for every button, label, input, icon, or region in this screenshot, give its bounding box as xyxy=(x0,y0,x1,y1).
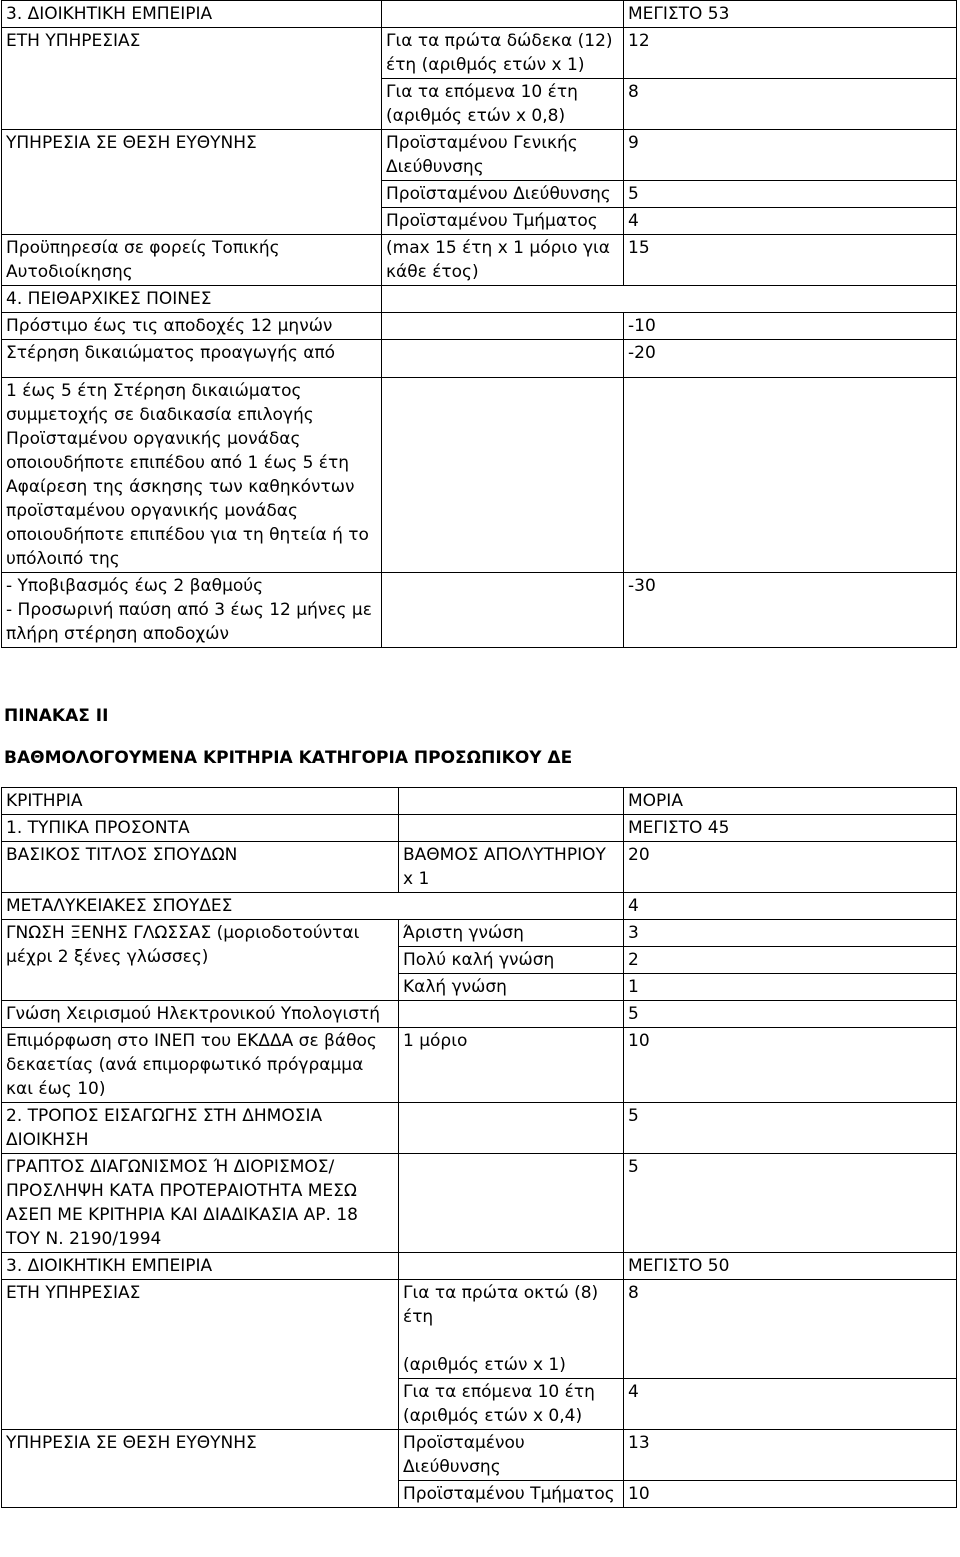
criteria-table-1 xyxy=(1,0,957,648)
table-cell: ΜΕΤΑΛΥΚΕΙΑΚΕΣ ΣΠΟΥΔΕΣ xyxy=(2,893,624,920)
table-cell: ΥΠΗΡΕΣΙΑ ΣΕ ΘΕΣΗ ΕΥΘΥΝΗΣ xyxy=(2,130,382,235)
table-cell: ΜΕΓΙΣΤΟ 50 xyxy=(624,1253,957,1280)
table-cell: ΓΡΑΠΤΟΣ ΔΙΑΓΩΝΙΣΜΟΣ Ή ΔΙΟΡΙΣΜΟΣ/ ΠΡΟΣΛΗΨΗ ΚΑΤΑ ΠΡΟΤΕΡΑΙΟΤΗΤΑ ΜΕΣΩ ΑΣΕΠ ΜΕ ΚΡΙΤΗΡΙΑ ΚΑΙ ΔΙΑΔΙΚΑΣΙΑ ΑΡ. 18 ΤΟΥ Ν. 2190/1994 xyxy=(2,1154,399,1253)
table-cell: -30 xyxy=(624,573,957,648)
table-cell: Προϋπηρεσία σε φορείς Τοπικής Αυτοδιοίκησης xyxy=(2,235,382,286)
table-cell: 9 xyxy=(624,130,957,181)
table-cell xyxy=(399,1154,624,1253)
table-cell: 3. ΔΙΟΙΚΗΤΙΚΗ ΕΜΠΕΙΡΙΑ xyxy=(2,1253,399,1280)
table-cell: Γνώση Χειρισμού Ηλεκτρονικού Υπολογιστή xyxy=(2,1001,399,1028)
table-cell: ΥΠΗΡΕΣΙΑ ΣΕ ΘΕΣΗ ΕΥΘΥΝΗΣ xyxy=(2,1430,399,1508)
table-cell: Για τα επόμενα 10 έτη (αριθμός ετών x 0,8) xyxy=(382,79,624,130)
table-row xyxy=(2,1028,957,1103)
table-cell: 2. ΤΡΟΠΟΣ ΕΙΣΑΓΩΓΗΣ ΣΤΗ ΔΗΜΟΣΙΑ ΔΙΟΙΚΗΣΗ xyxy=(2,1103,399,1154)
table-cell: ΜΕΓΙΣΤΟ 53 xyxy=(624,1,957,28)
table-cell xyxy=(624,378,957,573)
table-cell: Πολύ καλή γνώση xyxy=(399,947,624,974)
table-row xyxy=(2,1103,957,1154)
table-cell xyxy=(399,815,624,842)
table-cell xyxy=(399,1001,624,1028)
table-cell: 2 xyxy=(624,947,957,974)
table-cell: ΒΑΣΙΚΟΣ ΤΙΤΛΟΣ ΣΠΟΥΔΩΝ xyxy=(2,842,399,893)
table-row xyxy=(2,378,957,573)
table-cell: 4 xyxy=(624,1379,957,1430)
table-cell: Προϊσταμένου Διεύθυνσης xyxy=(399,1430,624,1481)
table-cell: -10 xyxy=(624,313,957,340)
table-row xyxy=(2,130,957,181)
table-row xyxy=(2,28,957,79)
table-row xyxy=(2,1154,957,1253)
table-cell: 20 xyxy=(624,842,957,893)
table-cell: ΕΤΗ ΥΠΗΡΕΣΙΑΣ xyxy=(2,28,382,130)
table-cell: Προϊσταμένου Διεύθυνσης xyxy=(382,181,624,208)
table-cell: ΚΡΙΤΗΡΙΑ xyxy=(2,788,399,815)
table-row xyxy=(2,573,957,648)
table-cell: 4 xyxy=(624,208,957,235)
table-cell: 4. ΠΕΙΘΑΡΧΙΚΕΣ ΠΟΙΝΕΣ xyxy=(2,286,382,313)
table-cell: 12 xyxy=(624,28,957,79)
table-row xyxy=(2,235,957,286)
table-cell: Πρόστιμο έως τις αποδοχές 12 μηνών xyxy=(2,313,382,340)
table-cell: 8 xyxy=(624,79,957,130)
table-cell xyxy=(382,573,624,648)
table-cell: Άριστη γνώση xyxy=(399,920,624,947)
table-cell: 1 μόριο xyxy=(399,1028,624,1103)
table-cell xyxy=(382,340,624,378)
table-cell: Προϊσταμένου Τμήματος xyxy=(399,1481,624,1508)
table-cell: Για τα πρώτα δώδεκα (12) έτη (αριθμός ετών x 1) xyxy=(382,28,624,79)
table-cell: 4 xyxy=(624,893,957,920)
table-cell: ΕΤΗ ΥΠΗΡΕΣΙΑΣ xyxy=(2,1280,399,1430)
table-row xyxy=(2,920,957,947)
table-cell: 3. ΔΙΟΙΚΗΤΙΚΗ ΕΜΠΕΙΡΙΑ xyxy=(2,1,382,28)
table-cell: 10 xyxy=(624,1028,957,1103)
table-cell: 15 xyxy=(624,235,957,286)
table-cell: Για τα επόμενα 10 έτη (αριθμός ετών x 0,4) xyxy=(399,1379,624,1430)
table-cell: 1. ΤΥΠΙΚΑ ΠΡΟΣΟΝΤΑ xyxy=(2,815,399,842)
table-title: ΠΙΝΑΚΑΣ ΙΙ xyxy=(4,706,109,726)
table-cell: Προϊσταμένου Τμήματος xyxy=(382,208,624,235)
table-row xyxy=(2,1430,957,1481)
table-cell: 5 xyxy=(624,181,957,208)
table-cell: 5 xyxy=(624,1154,957,1253)
table-cell: Προϊσταμένου Γενικής Διεύθυνσης xyxy=(382,130,624,181)
table-cell: -20 xyxy=(624,340,957,378)
table-row xyxy=(2,1001,957,1028)
table-cell: ΜΟΡΙΑ xyxy=(624,788,957,815)
table-cell: 3 xyxy=(624,920,957,947)
table-row xyxy=(2,340,957,378)
table-cell: 10 xyxy=(624,1481,957,1508)
table-row xyxy=(2,893,957,920)
table-cell: (max 15 έτη x 1 μόριο για κάθε έτος) xyxy=(382,235,624,286)
table-cell: Επιμόρφωση στο ΙΝΕΠ του ΕΚΔΔΑ σε βάθος δεκαετίας (ανά επιμορφωτικό πρόγραμμα και έως 10) xyxy=(2,1028,399,1103)
table-cell: ΒΑΘΜΟΣ ΑΠΟΛΥΤΗΡΙΟΥ x 1 xyxy=(399,842,624,893)
table-cell xyxy=(399,788,624,815)
table-cell: 13 xyxy=(624,1430,957,1481)
table-cell: - Υποβιβασμός έως 2 βαθμούς - Προσωρινή παύση από 3 έως 12 μήνες με πλήρη στέρηση αποδοχών xyxy=(2,573,382,648)
table-cell: ΜΕΓΙΣΤΟ 45 xyxy=(624,815,957,842)
table-cell: 1 xyxy=(624,974,957,1001)
table-row xyxy=(2,313,957,340)
criteria-table-2 xyxy=(1,787,957,1508)
table-cell: Καλή γνώση xyxy=(399,974,624,1001)
table-cell xyxy=(382,286,957,313)
table-row xyxy=(2,842,957,893)
table-cell: 1 έως 5 έτη Στέρηση δικαιώματος συμμετοχής σε διαδικασία επιλογής Προϊσταμένου οργανικής μονάδας οποιουδήποτε επιπέδου από 1 έως 5 έτη Αφαίρεση της άσκησης των καθηκόντων προϊσταμένου οργανικής μονάδας οποιουδήποτε επιπέδου για τη θητεία ή το υπόλοιπό της xyxy=(2,378,382,573)
table-cell: ΓΝΩΣΗ ΞΕΝΗΣ ΓΛΩΣΣΑΣ (μοριοδοτούνται μέχρι 2 ξένες γλώσσες) xyxy=(2,920,399,1001)
table-row xyxy=(2,1,957,28)
table-cell: Στέρηση δικαιώματος προαγωγής από xyxy=(2,340,382,378)
table-row xyxy=(2,788,957,815)
table-subtitle: ΒΑΘΜΟΛΟΓΟΥΜΕΝΑ ΚΡΙΤΗΡΙΑ ΚΑΤΗΓΟΡΙΑ ΠΡΟΣΩΠΙΚΟΥ ΔΕ xyxy=(4,748,573,768)
table-cell xyxy=(399,1253,624,1280)
table-row xyxy=(2,815,957,842)
table-cell xyxy=(382,1,624,28)
table-cell: 5 xyxy=(624,1001,957,1028)
table-row xyxy=(2,1280,957,1379)
table-row xyxy=(2,1253,957,1280)
table-row xyxy=(2,286,957,313)
table-cell: 5 xyxy=(624,1103,957,1154)
table-cell: 8 xyxy=(624,1280,957,1379)
table-cell: Για τα πρώτα οκτώ (8) έτη (αριθμός ετών x 1) xyxy=(399,1280,624,1379)
table-cell xyxy=(382,378,624,573)
table-cell xyxy=(399,1103,624,1154)
table-cell xyxy=(382,313,624,340)
